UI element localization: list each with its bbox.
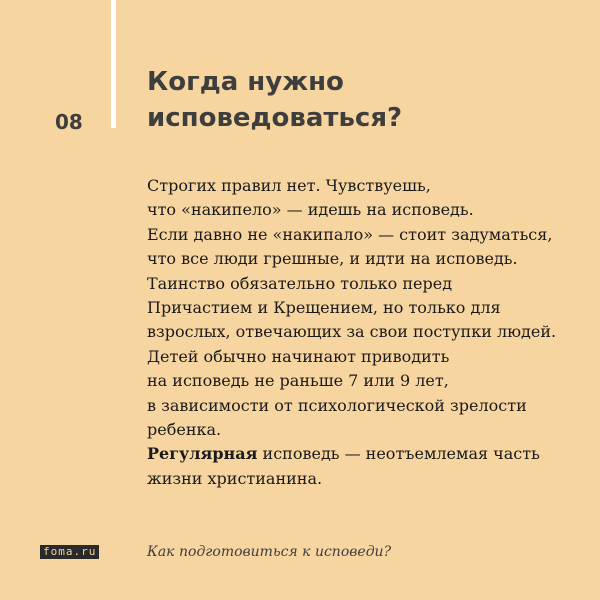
title-line: Когда нужно [147, 67, 344, 97]
body-line: Строгих правил нет. Чувствуешь, [147, 176, 431, 195]
divider-line [111, 0, 116, 128]
body-line: на исповедь не раньше 7 или 9 лет, [147, 371, 449, 391]
body-line: в зависимости от психологической зрелости [147, 395, 527, 415]
body-line: Детей обычно начинают приводить [147, 346, 450, 366]
next-topic-link[interactable]: Как подготовиться к исповеди? [147, 544, 392, 560]
body-line: взрослых, отвечающих за свои поступки людей. [147, 322, 557, 342]
body-text [147, 174, 587, 491]
bold-word: Регулярная [147, 444, 258, 464]
slide-title [147, 64, 567, 136]
body-line: что все люди грешные, и идти на исповедь. [147, 249, 518, 269]
body-line-emphasis [147, 442, 587, 466]
body-line: ребенка. [147, 420, 222, 440]
body-line: Таинство обязательно только перед [147, 273, 453, 293]
body-line-rest: исповедь — неотъемлемая часть [257, 444, 540, 464]
title-line: исповедоваться? [147, 103, 403, 133]
body-line: жизни христианина. [147, 468, 323, 488]
body-line: Если давно не «накипало» — стоит задуматься, [147, 224, 553, 244]
body-line: что «накипело» — идешь на исповедь. [147, 200, 474, 220]
slide-number: 08 [55, 110, 83, 134]
site-logo[interactable]: foma.ru [40, 545, 99, 559]
body-line: Причастием и Крещением, но только для [147, 298, 501, 318]
